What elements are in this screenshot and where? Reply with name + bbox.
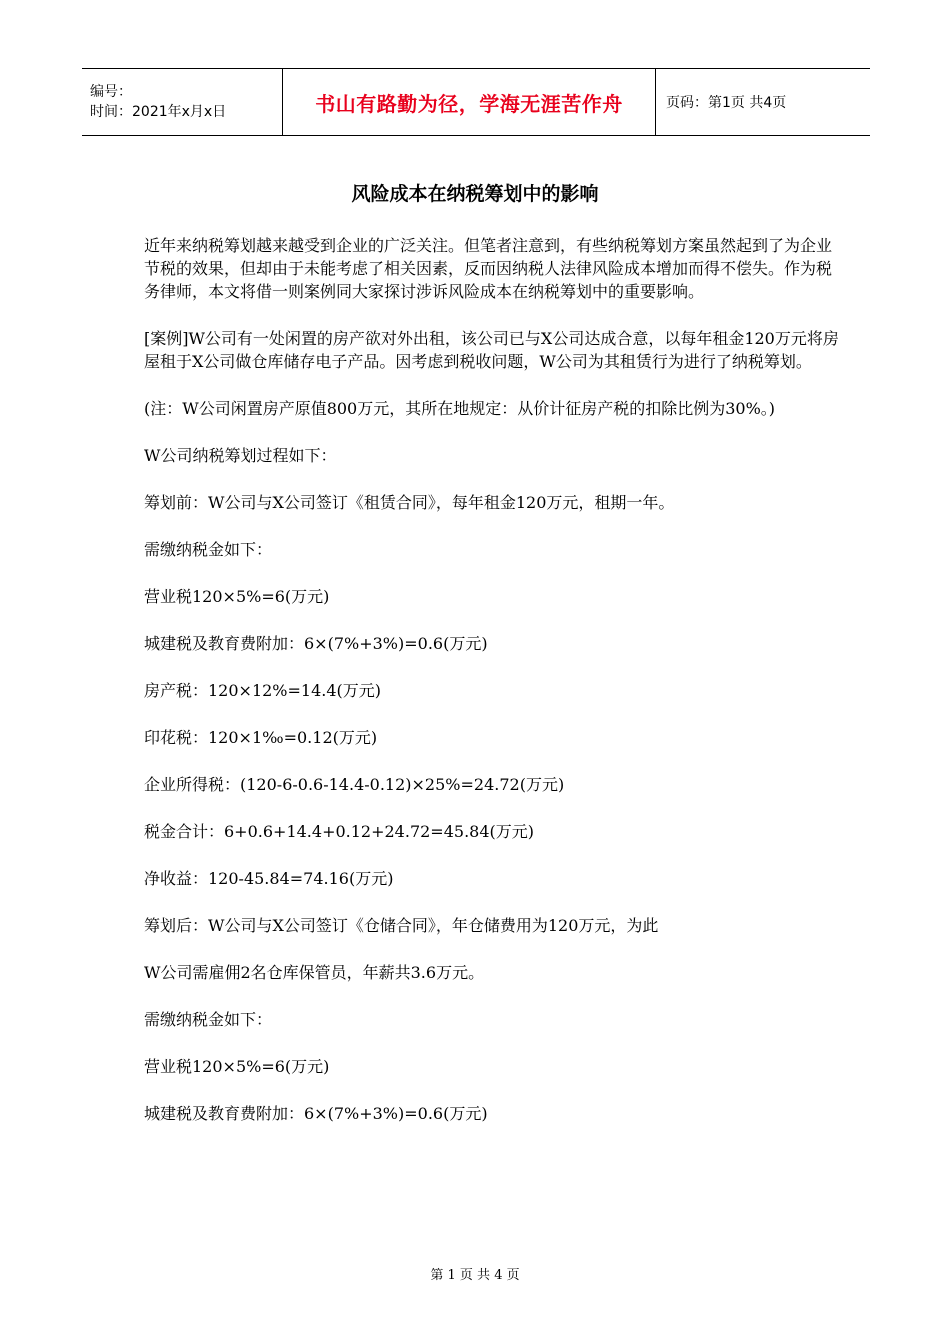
body-line: 房产税：120×12%=14.4(万元): [144, 681, 382, 700]
header-motto-cell: [282, 69, 656, 135]
body-line: 营业税120×5%=6(万元): [144, 587, 330, 606]
paragraph-case: [案例]W公司有一处闲置的房产欲对外出租，该公司已与X公司达成合意，以每年租金120万元将房屋租于X公司做仓库储存电子产品。因考虑到税收问题，W公司为其租赁行为进行了纳税筹划。: [144, 329, 839, 371]
body-line: 营业税120×5%=6(万元): [144, 1057, 330, 1076]
document-number-label: 编号：: [90, 84, 132, 100]
page-footer: 第 1 页 共 4 页: [430, 1268, 520, 1283]
body-line: 净收益：120-45.84=74.16(万元): [144, 869, 394, 888]
paragraph-note: (注：W公司闲置房产原值800万元，其所在地规定：从价计征房产税的扣除比例为30%。): [144, 399, 776, 418]
body-line: 印花税：120×1‰=0.12(万元): [144, 728, 378, 747]
header-motto: 书山有路勤为径，学海无涯苦作舟: [315, 91, 623, 116]
header-meta: [82, 69, 282, 135]
body-line: W公司需雇佣2名仓库保管员，年薪共3.6万元。: [144, 963, 485, 982]
body-line: 城建税及教育费附加：6×(7%+3%)=0.6(万元): [144, 1104, 488, 1123]
paragraph-intro: 近年来纳税筹划越来越受到企业的广泛关注。但笔者注意到，有些纳税筹划方案虽然起到了为企业节税的效果，但却由于未能考虑了相关因素，反而因纳税人法律风险成本增加而得不偿失。作为税务律师，本文将借一则案例同大家探讨涉诉风险成本在纳税筹划中的重要影响。: [144, 236, 833, 301]
body-line: 需缴纳税金如下：: [144, 1010, 273, 1029]
body-line: 筹划后：W公司与X公司签订《仓储合同》，年仓储费用为120万元，为此: [144, 916, 659, 935]
body-line: W公司纳税筹划过程如下：: [144, 446, 337, 465]
body-line: 城建税及教育费附加：6×(7%+3%)=0.6(万元): [144, 634, 488, 653]
body-line: 需缴纳税金如下：: [144, 540, 273, 559]
header-page-info: 页码：第1页 共4页: [666, 95, 787, 111]
document-header: [82, 68, 870, 136]
body-line: 筹划前：W公司与X公司签订《租赁合同》，每年租金120万元，租期一年。: [144, 493, 675, 512]
body-line: 企业所得税：(120-6-0.6-14.4-0.12)×25%=24.72(万元): [144, 775, 565, 794]
document-title: 风险成本在纳税筹划中的影响: [351, 183, 599, 205]
document-date-label: 时间：2021年x月x日: [90, 104, 227, 120]
body-line: 税金合计：6+0.6+14.4+0.12+24.72=45.84(万元): [144, 822, 535, 841]
document-body: [144, 234, 844, 1149]
